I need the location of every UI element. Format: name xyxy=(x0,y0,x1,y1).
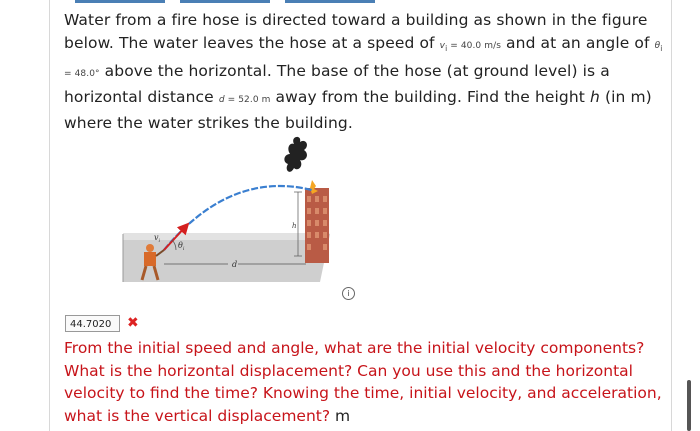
distance-value: d = 52.0 m xyxy=(218,94,271,105)
question-part-5: (in m) where the water strikes the building. xyxy=(64,87,652,132)
incorrect-icon: ✖ xyxy=(127,315,139,331)
top-tab-2[interactable] xyxy=(180,0,270,3)
building xyxy=(305,188,329,263)
top-tab-3[interactable] xyxy=(285,0,375,3)
answer-input[interactable]: 44.7020 xyxy=(65,315,120,332)
angle-value: $\theta_i = 48.0^\circ$ xyxy=(64,41,663,79)
info-icon[interactable]: i xyxy=(342,287,355,300)
feedback-message: From the initial speed and angle, what are the initial velocity components? What is the horizontal displacement? Can you use this and the horizontal velocity to find the time? Knowing the time, initial velocity, and acceleration, what is the vertical displacement? xyxy=(64,339,662,425)
question-part-3: above the horizontal. The base of the hose (at ground level) is a horizontal distance xyxy=(64,61,610,106)
velocity-label: $v_i$ xyxy=(154,233,161,244)
question-text xyxy=(64,9,664,135)
height-label: h xyxy=(292,222,297,230)
question-part-2: and at an angle of xyxy=(501,34,655,52)
smoke xyxy=(284,137,307,172)
height-variable: h xyxy=(590,87,600,106)
question-part-4: away from the building. Find the height xyxy=(270,87,590,106)
answer-unit: m xyxy=(335,406,351,425)
fire-hose-figure xyxy=(120,136,460,301)
angle-label: $\theta_i$ xyxy=(178,241,185,252)
speed-value: $v_i = 40.0$ m/s xyxy=(439,41,502,53)
top-tab-1[interactable] xyxy=(75,0,165,3)
question-part-1: Water from a fire hose is directed toward a building as shown in the figure below. The water leaves the hose at a speed of xyxy=(64,11,648,52)
top-tab-strip xyxy=(0,0,700,4)
content-border-left xyxy=(49,0,50,431)
distance-label: d xyxy=(232,260,238,269)
scrollbar-thumb[interactable] xyxy=(687,380,691,431)
feedback-text xyxy=(64,337,676,427)
